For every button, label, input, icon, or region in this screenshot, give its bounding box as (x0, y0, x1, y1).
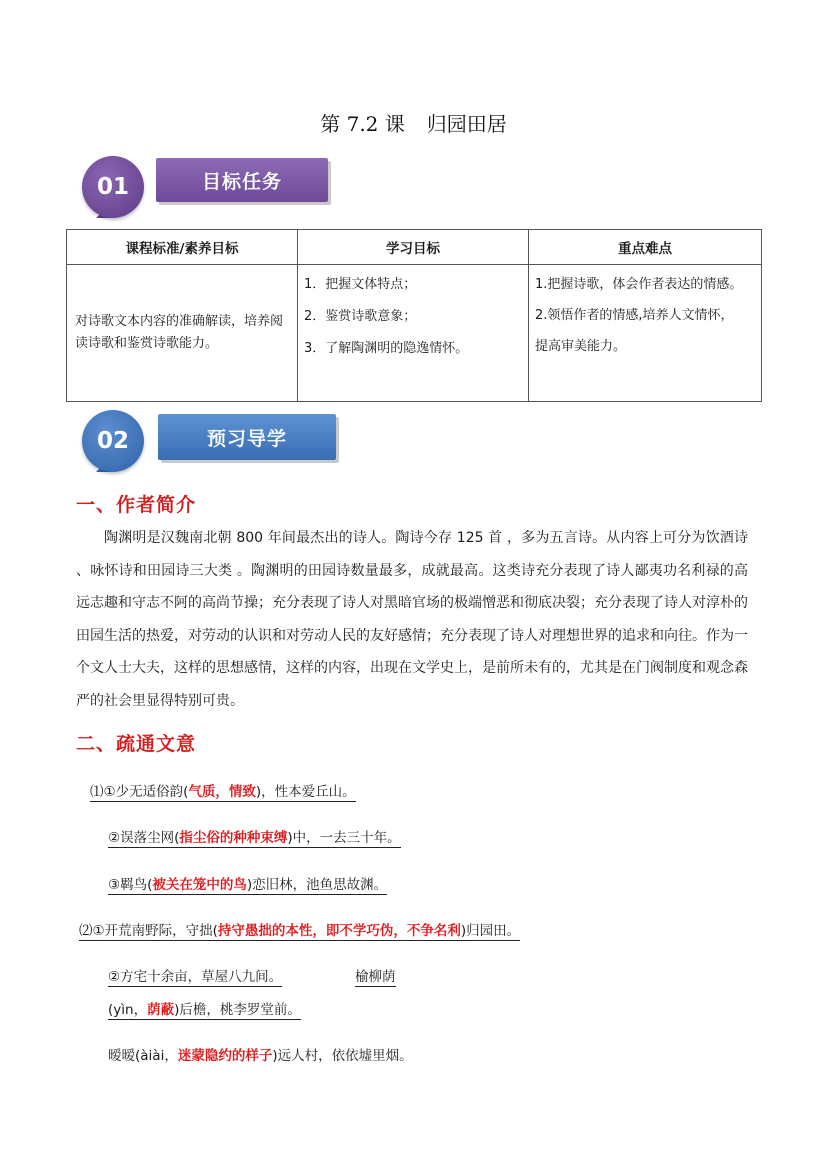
annotated-line: ⑴①少无适俗韵(气质，情致)，性本爱丘山。 (90, 780, 356, 802)
annotation: 指尘俗的种种束缚 (179, 830, 288, 846)
list-item: 提高审美能力。 (535, 339, 627, 354)
annotated-line: (yìn，荫蔽)后檐，桃李罗堂前。 (108, 998, 301, 1020)
list-item: 2.领悟作者的情感,培养人文情怀， (535, 308, 734, 323)
page-title (0, 108, 827, 137)
annotation: 迷蒙隐约的样子 (177, 1048, 273, 1064)
annotation: 持守愚拙的本性，即不学巧伪，不争名利 (217, 923, 461, 939)
section-number-badge: 01 (82, 156, 144, 218)
section-banner-goals (78, 152, 348, 222)
annotated-line: ②误落尘网(指尘俗的种种束缚)中，一去三十年。 (108, 826, 401, 848)
table-header: 课程标准/素养目标 (67, 230, 298, 265)
lesson-name: 归园田居 (426, 112, 507, 136)
section-label: 目标任务 (156, 158, 328, 202)
annotated-line: 榆柳荫 (355, 965, 396, 987)
annotated-line: ②方宅十余亩，草屋八九间。 (108, 965, 282, 987)
list-item: 1.把握诗歌，体会作者表达的情感。 (535, 277, 743, 292)
annotated-line: 暧暧(àiài，迷蒙隐约的样子)远人村，依依墟里烟。 (108, 1048, 413, 1064)
author-paragraph: 陶渊明是汉魏南北朝 800 年间最杰出的诗人。陶诗今存 125 首 ，多为五言诗。从内容上可分为饮酒诗 、咏怀诗和田园诗三大类 。陶渊明的田园诗数量最多，成就最高。这类诗充分表现了诗人鄙夷功名利禄的高远志趣和守志不阿的高尚节操；充分表现了诗人对黑暗官场的极端憎恶和彻底决裂；充分表现了诗人对淳朴的田园生活的热爱，对劳动的认识和对劳动人民的友好感情；充分表现了诗人对理想世界的追求和向往。作为一个文人士大夫，这样的思想感情，这样的内容，出现在文学史上，是前所未有的，尤其是在门阀制度和观念森严的社会里显得特别可贵。 (76, 530, 748, 709)
list-item: 1．把握文体特点； (304, 277, 417, 292)
meaning-heading: 二、疏通文意 (76, 733, 197, 755)
table-row (67, 265, 762, 402)
table-cell-standard: 对诗歌文本内容的准确解读，培养阅读诗歌和鉴赏诗歌能力。 (67, 265, 298, 402)
list-item: 3．了解陶渊明的隐逸情怀。 (304, 341, 469, 356)
annotation: 荫蔽 (147, 1002, 175, 1018)
annotated-line: ③羁鸟(被关在笼中的鸟)恋旧林，池鱼思故渊。 (108, 873, 387, 895)
author-heading: 一、作者简介 (76, 494, 197, 516)
table-cell-key-points (529, 265, 762, 402)
annotated-line: ⑵①开荒南野际，守拙(持守愚拙的本性，即不学巧伪，不争名利)归园田。 (79, 919, 520, 941)
section-label: 预习导学 (158, 414, 336, 460)
goals-table (66, 229, 762, 402)
annotation: 被关在笼中的鸟 (152, 877, 247, 893)
section-number-badge: 02 (82, 410, 144, 472)
table-cell-learning-goals (298, 265, 529, 402)
table-header-row (67, 230, 762, 265)
annotation: 气质，情致 (188, 784, 256, 800)
table-header: 学习目标 (298, 230, 529, 265)
section-banner-preview (78, 406, 348, 476)
list-item: 2．鉴赏诗歌意象； (304, 309, 417, 324)
lesson-number: 第 7.2 课 (320, 112, 405, 136)
table-header: 重点难点 (529, 230, 762, 265)
